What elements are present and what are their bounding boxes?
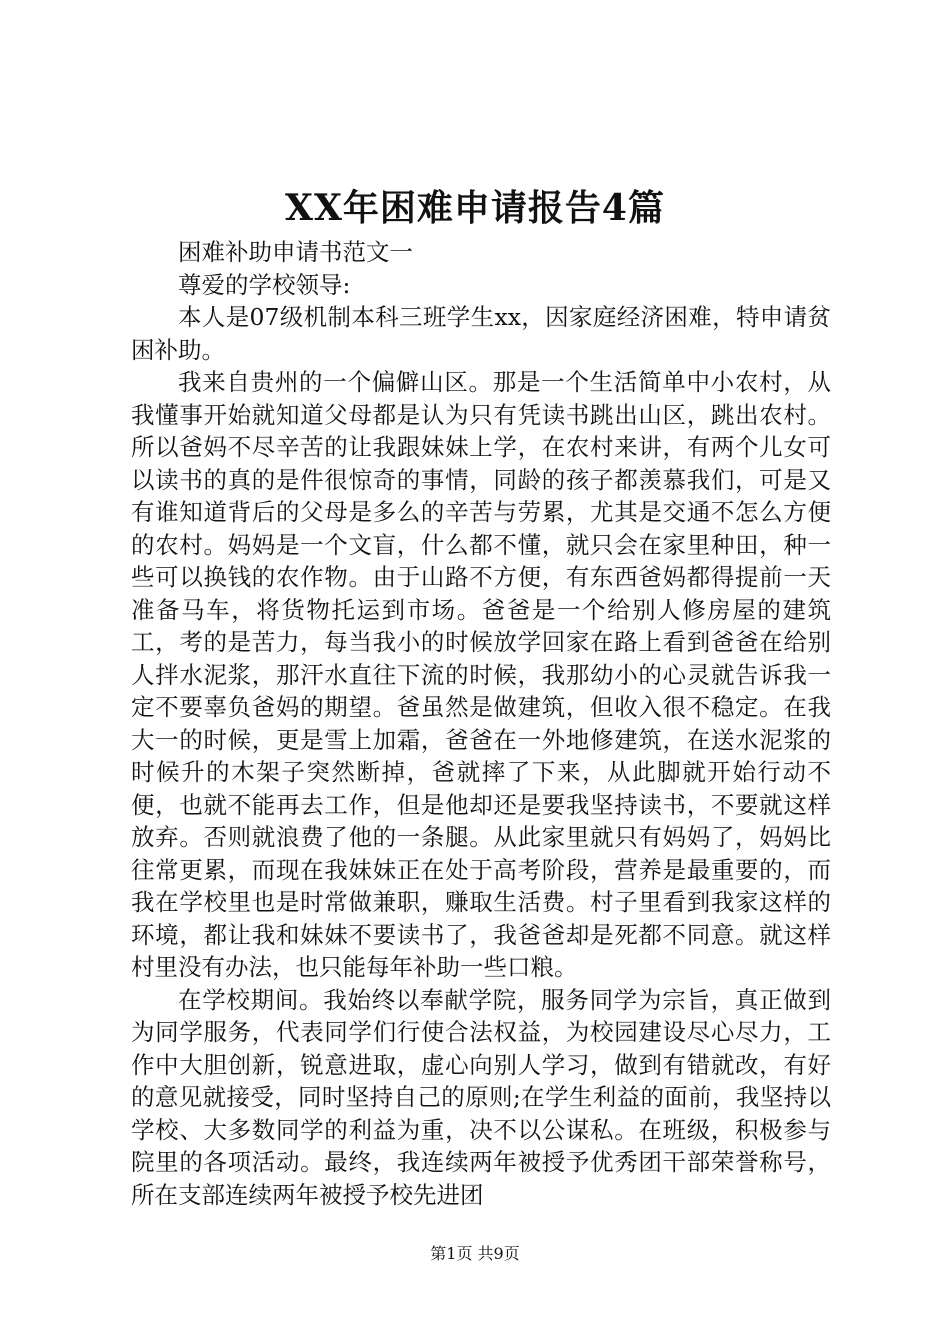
document-title: XX年困难申请报告4篇 bbox=[285, 187, 665, 229]
document-body bbox=[131, 236, 831, 1211]
paragraph-salutation: 尊爱的学校领导: bbox=[178, 270, 351, 299]
page-number-footer: 第1页 共9页 bbox=[430, 1244, 520, 1263]
paragraph-school-performance: 在学校期间。我始终以奉献学院，服务同学为宗旨，真正做到为同学服务，代表同学们行使合法权益，为校园建设尽心尽力，工作中大胆创新，锐意进取，虚心向别人学习，做到有错就改，有好的意见就接受，同时坚持自己的原则;在学生利益的面前，我坚持以学校、大多数同学的利益为重，决不以公谋私。在班级，积极参与院里的各项活动。最终，我连续两年被授予优秀团干部荣誉称号，所在支部连续两年被授予校先进团 bbox=[131, 985, 831, 1209]
paragraph-intro: 本人是07级机制本科三班学生xx，因家庭经济困难，特申请贫困补助。 bbox=[131, 303, 831, 364]
paragraph-family-background: 我来自贵州的一个偏僻山区。那是一个生活简单中小农村，从我懂事开始就知道父母都是认为只有凭读书跳出山区，跳出农村。所以爸妈不尽辛苦的让我跟妹妹上学，在农村来讲，有两个儿女可以读书的真的是件很惊奇的事情，同龄的孩子都羡慕我们，可是又有谁知道背后的父母是多么的辛苦与劳累，尤其是交通不怎么方便的农村。妈妈是一个文盲，什么都不懂，就只会在家里种田，种一些可以换钱的农作物。由于山路不方便，有东西爸妈都得提前一天准备马车，将货物托运到市场。爸爸是一个给别人修房屋的建筑工，考的是苦力，每当我小的时候放学回家在路上看到爸爸在给别人拌水泥浆，那汗水直往下流的时候，我那幼小的心灵就告诉我一定不要辜负爸妈的期望。爸虽然是做建筑，但收入很不稳定。在我大一的时候，更是雪上加霜，爸爸在一外地修建筑，在送水泥浆的时候升的木架子突然断掉，爸就摔了下来，从此脚就开始行动不便，也就不能再去工作，但是他却还是要我坚持读书，不要就这样放弃。否则就浪费了他的一条腿。从此家里就只有妈妈了，妈妈比往常更累，而现在我妹妹正在处于高考阶段，营养是最重要的，而我在学校里也是时常做兼职，赚取生活费。村子里看到我家这样的环境，都让我和妹妹不要读书了，我爸爸却是死都不同意。就这样村里没有办法，也只能每年补助一些口粮。 bbox=[131, 368, 831, 981]
paragraph-heading: 困难补助申请书范文一 bbox=[178, 238, 413, 266]
